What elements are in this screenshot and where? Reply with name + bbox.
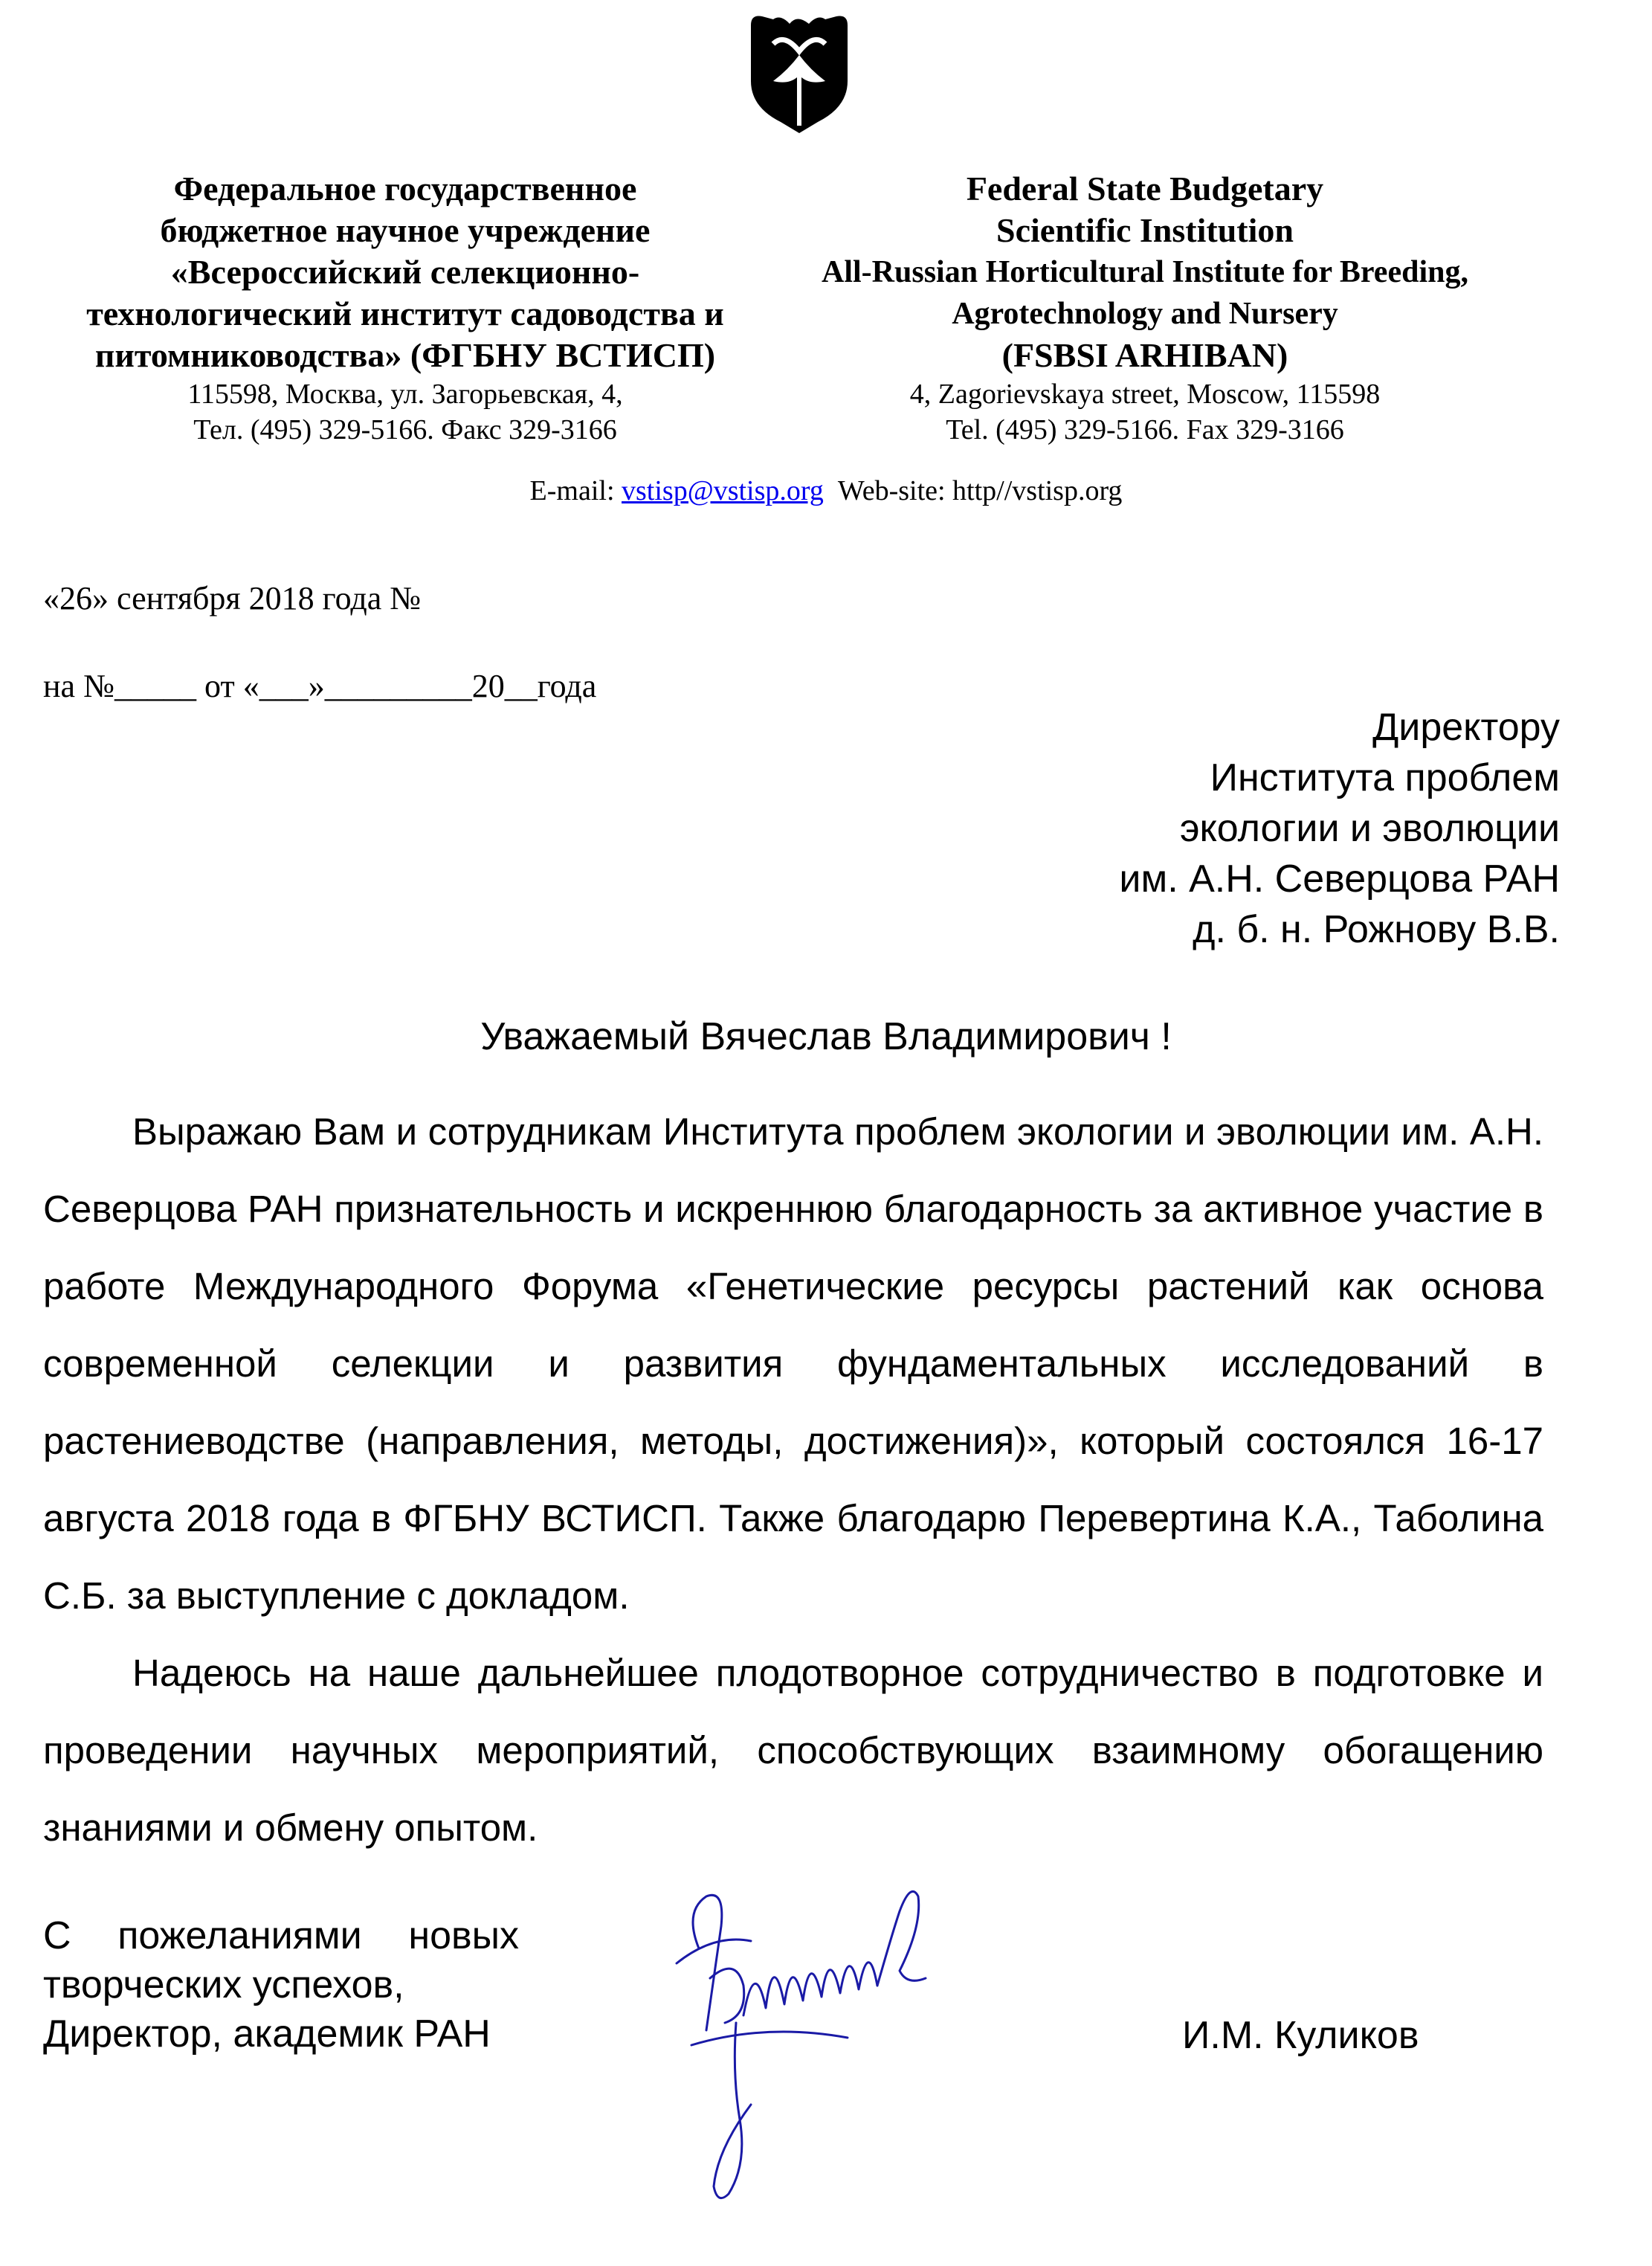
closing-line: С пожеланиями новых bbox=[43, 1914, 519, 1957]
closing-line: Директор, академик РАН bbox=[43, 2012, 491, 2056]
header-right-line: (FSBSI ARHIBAN) bbox=[1001, 336, 1288, 374]
date-line: «26» сентября 2018 года № bbox=[43, 580, 422, 617]
header-left-line: технологический институт садоводства и bbox=[86, 294, 724, 332]
header-right-line: All-Russian Horticultural Institute for Breeding, bbox=[822, 255, 1468, 289]
header-left-line: Федеральное государственное bbox=[173, 170, 637, 207]
body-paragraph-2: Надеюсь на наше дальнейшее плодотворное сотрудничество в подготовке и проведении научных мероприятий, способствующих взаимному обогащению знаниями и обмену опытом. bbox=[43, 1652, 1543, 1849]
contact-line bbox=[0, 473, 1652, 509]
reference-line: на №_____ от «___»_________20__года bbox=[43, 668, 597, 704]
addressee-line: Директору bbox=[1372, 706, 1560, 749]
addressee-line: экологии и эволюции bbox=[1179, 807, 1560, 850]
salutation: Уважаемый Вячеслав Владимирович ! bbox=[480, 1015, 1172, 1058]
addressee-line: им. А.Н. Северцова РАН bbox=[1119, 857, 1560, 901]
addressee-line: д. б. н. Рожнову В.В. bbox=[1193, 908, 1560, 951]
header-left-line: бюджетное научное учреждение bbox=[160, 211, 651, 249]
header-left-line: «Всероссийский селекционно- bbox=[170, 253, 640, 291]
addressee-block bbox=[1119, 702, 1560, 955]
body-paragraph-1: Выражаю Вам и сотрудникам Института проблем экологии и эволюции им. А.Н. Северцова РАН признательность и искреннюю благодарность за активное участие в работе Международного Форума «Генетические ресурсы растений как основа современной селекции и развития фундаментальных исследований в растениеводстве (направления, методы, достижения)», который состоялся 16-17 августа 2018 года в ФГБНУ ВСТИСП. Также благодарю Перевертина К.А., Таболина С.Б. за выступление с докладом. bbox=[43, 1110, 1543, 1617]
header-right-phone: Tel. (495) 329-5166. Fax 329-3166 bbox=[946, 414, 1344, 445]
header-right-english bbox=[773, 168, 1517, 448]
signer-name: И.М. Куликов bbox=[1182, 2014, 1419, 2057]
header-left-address: 115598, Москва, ул. Загорьевская, 4, bbox=[187, 379, 623, 410]
header-right-line: Federal State Budgetary bbox=[966, 170, 1324, 207]
website-label: Web-site: http//vstisp.org bbox=[837, 475, 1123, 506]
handwritten-signature-icon bbox=[654, 1867, 967, 2216]
header-right-line: Agrotechnology and Nursery bbox=[952, 297, 1338, 331]
closing-block bbox=[43, 1911, 519, 2059]
header-left-phone: Тел. (495) 329-5166. Факс 329-3166 bbox=[193, 414, 617, 445]
header-left-russian bbox=[30, 168, 781, 448]
email-label: E-mail: bbox=[529, 475, 622, 506]
closing-line: творческих успехов, bbox=[43, 1963, 404, 2006]
addressee-line: Института проблем bbox=[1210, 756, 1560, 799]
institute-logo-icon bbox=[743, 10, 855, 137]
header-right-line: Scientific Institution bbox=[996, 211, 1294, 249]
header-right-address: 4, Zagorievskaya street, Moscow, 115598 bbox=[909, 379, 1381, 410]
email-link[interactable]: vstisp@vstisp.org bbox=[622, 475, 824, 506]
header-left-line: питомниководства» (ФГБНУ ВСТИСП) bbox=[94, 336, 716, 374]
